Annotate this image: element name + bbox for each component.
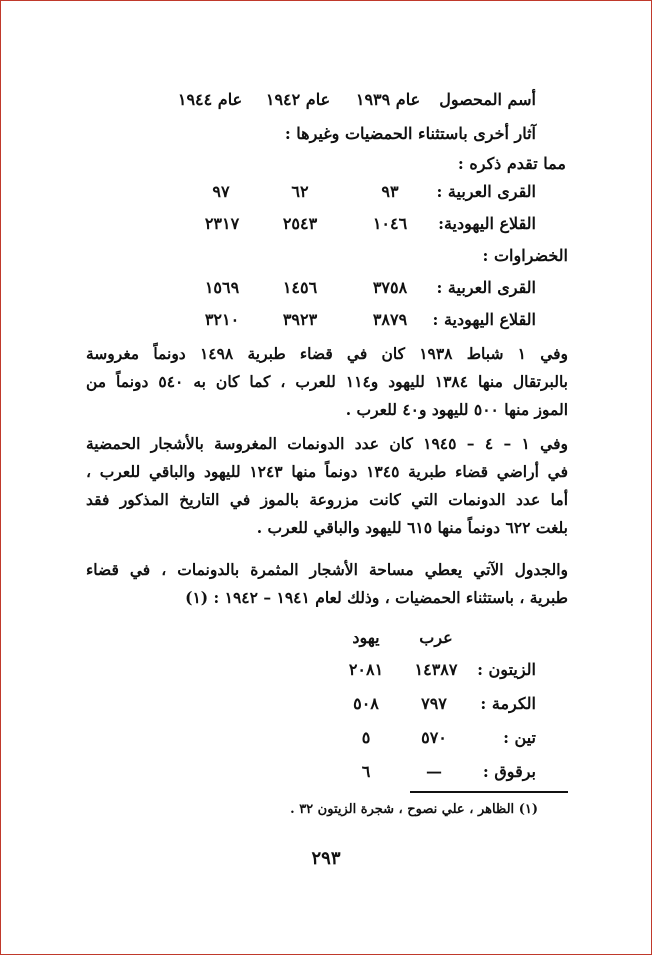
table-cell-arab: ٥٧٠	[421, 728, 447, 747]
table-cell-jew: ٦	[361, 762, 371, 781]
paragraph-line: طبرية ، باستثناء الحمضيات ، وذلك لعام ١٩٤١ – ١٩٤٢ : (١)	[185, 588, 568, 607]
previously-mentioned-heading: مما تقدم ذكره :	[457, 154, 566, 173]
table-cell-arab: ٧٩٧	[421, 694, 447, 713]
table-cell-arab: —	[426, 762, 442, 781]
table-row-label: القرى العربية :	[436, 182, 536, 201]
paragraph-citrus-1945	[86, 430, 568, 542]
footnote: (١) الظاهر ، علي نصوح ، شجرة الزيتون ٣٢ .	[290, 802, 538, 817]
table-row-label: برقوق :	[482, 762, 536, 781]
header-year-1939: عام ١٩٣٩	[355, 90, 421, 109]
table-row-label: الكرمة :	[480, 694, 536, 713]
table-row-label: الزيتون :	[477, 660, 536, 679]
column-header-jew: يهود	[352, 628, 380, 647]
paragraph-line: وفي ١ – ٤ – ١٩٤٥ كان عدد الدونمات المغروسة بالأشجار الحمضية	[86, 434, 568, 453]
table-cell-1944: ٢٣١٧	[204, 214, 240, 233]
column-header-arab: عرب	[419, 628, 453, 647]
table-cell-1942: ١٤٥٦	[282, 278, 318, 297]
table-cell-1939: ٣٧٥٨	[372, 278, 408, 297]
table-cell-1942: ٣٩٢٣	[282, 310, 318, 329]
header-crop-label: أسم المحصول	[439, 90, 536, 109]
table-cell-jew: ٥	[361, 728, 371, 747]
table-cell-1939: ٣٨٧٩	[372, 310, 408, 329]
paragraph-line: في أراضي قضاء طبرية ١٣٤٥ دونماً منها ١٢٤٣ لليهود والباقي للعرب ،	[86, 462, 568, 481]
table-cell-arab: ١٤٣٨٧	[414, 660, 458, 679]
vegetables-heading: الخضراوات :	[482, 246, 568, 265]
table-row-label: القرى العربية :	[436, 278, 536, 297]
paragraph-oranges-1938	[86, 340, 568, 424]
page-number: ٢٩٣	[311, 848, 341, 869]
table-cell-1944: ١٥٦٩	[204, 278, 240, 297]
table-cell-1942: ٢٥٤٣	[282, 214, 318, 233]
footnote-divider	[410, 791, 568, 793]
table-row-label: القلاع اليهودية :	[432, 310, 536, 329]
table-cell-1939: ٩٣	[381, 182, 399, 201]
table-row-label: تين :	[503, 728, 536, 747]
paragraph-line: والجدول الآتي يعطي مساحة الأشجار المثمرة بالدونمات ، في قضاء	[86, 560, 568, 579]
header-year-1944: عام ١٩٤٤	[177, 90, 243, 109]
table-cell-1944: ٩٧	[212, 182, 230, 201]
paragraph-line: وفي ١ شباط ١٩٣٨ كان في قضاء طبرية ١٤٩٨ دونماً مغروسة	[86, 344, 569, 363]
paragraph-fruit-trees-intro	[86, 556, 568, 612]
header-year-1942: عام ١٩٤٢	[265, 90, 331, 109]
paragraph-line: الموز منها ٥٠٠ لليهود و٤٠ للعرب .	[345, 400, 568, 419]
paragraph-line: أما عدد الدونمات التي كانت مزروعة بالموز في التاريخ المذكور فقد	[86, 490, 568, 509]
other-crops-line: آثار أخرى باستثناء الحمضيات وغيرها :	[284, 124, 536, 143]
table-cell-jew: ٢٠٨١	[348, 660, 384, 679]
table-cell-jew: ٥٠٨	[353, 694, 379, 713]
table-row-label: القلاع اليهودية:	[438, 214, 536, 233]
table-cell-1944: ٣٢١٠	[204, 310, 240, 329]
table-cell-1942: ٦٢	[291, 182, 309, 201]
table-cell-1939: ١٠٤٦	[372, 214, 408, 233]
paragraph-line: بلغت ٦٢٢ دونماً منها ٦١٥ لليهود والباقي للعرب .	[256, 518, 568, 537]
paragraph-line: بالبرتقال منها ١٣٨٤ لليهود و١١٤ للعرب ، كما كان به ٥٤٠ دونماً من	[86, 372, 568, 391]
